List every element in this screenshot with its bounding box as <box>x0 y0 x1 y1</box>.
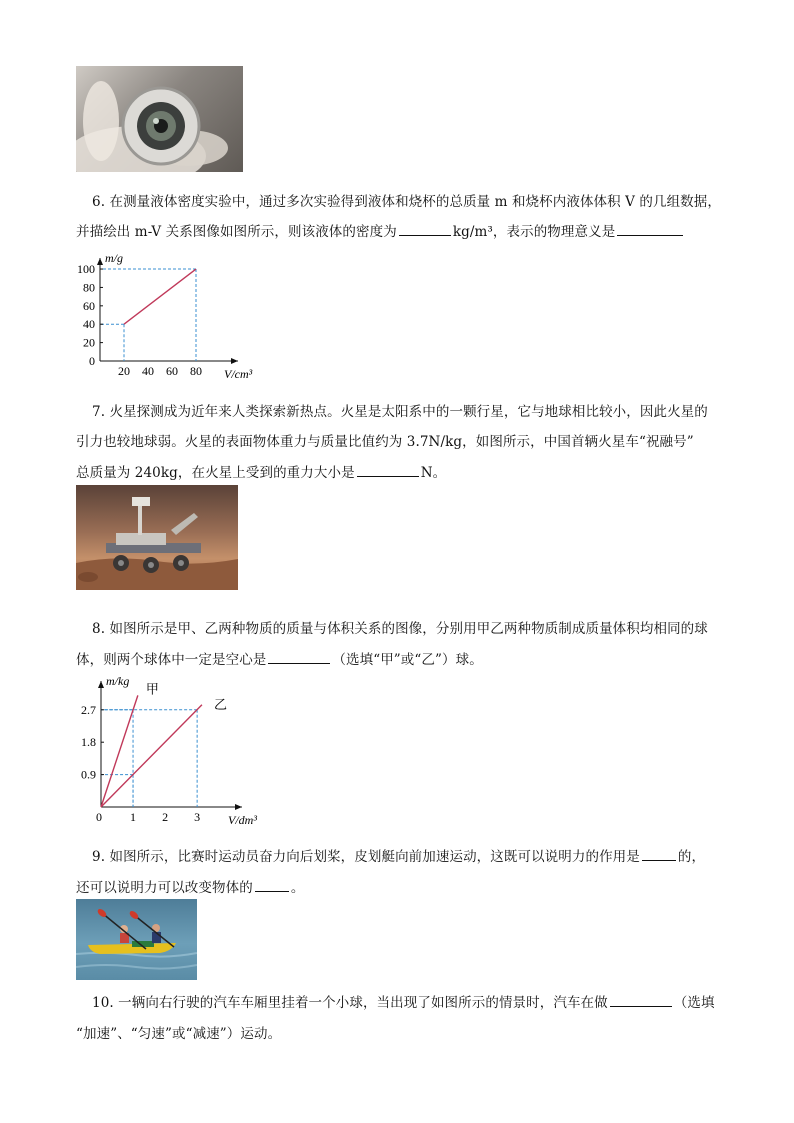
x-tick-label: 2 <box>162 810 169 824</box>
series-name-label: 乙 <box>213 696 227 712</box>
q7-line3-text-b: N。 <box>420 465 447 481</box>
series-line <box>101 695 138 807</box>
y-axis-label: m/kg <box>106 674 130 688</box>
q9-motion-blank[interactable] <box>255 890 289 892</box>
y-tick-label: 0.9 <box>81 767 96 782</box>
y-tick-label: 40 <box>83 317 95 332</box>
x-axis-label: V/cm³ <box>224 367 253 381</box>
y-tick-label: 60 <box>83 298 95 313</box>
origin-label: 0 <box>96 810 102 824</box>
robot-eye-photo <box>76 66 243 172</box>
q9-interaction-blank[interactable] <box>642 859 676 861</box>
q6-density-blank[interactable] <box>399 234 451 236</box>
q7-line2: 引力也较地球弱。火星的表面物体重力与质量比值约为 3.7N/kg，如图所示，中国首辆火星车“祝融号” <box>76 434 694 450</box>
x-tick-label: 40 <box>142 364 154 378</box>
q7-gravity-blank[interactable] <box>357 475 419 477</box>
y-tick-label: 20 <box>83 335 95 350</box>
q6-line2-text-b: kg/m³，表示的物理意义是 <box>452 224 616 240</box>
q9-line1-text-b: 的， <box>677 849 706 865</box>
q6-meaning-blank[interactable] <box>617 234 683 236</box>
q8-line2 <box>76 648 483 668</box>
q6-line2 <box>76 220 685 240</box>
mars-rover-photo <box>76 485 238 590</box>
q8-hollow-blank[interactable] <box>268 662 330 664</box>
q8-line2-text-b: （选填“甲”或“乙”）球。 <box>332 652 483 668</box>
q8-line1: 8. 如图所示是甲、乙两种物质的质量与体积关系的图像，分别用甲乙两种物质制成质量体积均相同的球 <box>92 621 708 637</box>
q6-line2-text-a: 并描绘出 m-V 关系图像如图所示，则该液体的密度为 <box>76 224 397 240</box>
series-line <box>101 705 202 807</box>
y-tick-label: 1.8 <box>81 735 96 750</box>
q9-line1-text-a: 9. 如图所示，比赛时运动员奋力向后划桨，皮划艇向前加速运动，这既可以说明力的作用是 <box>92 849 640 865</box>
x-tick-label: 60 <box>166 364 178 378</box>
x-tick-label: 20 <box>118 364 130 378</box>
x-tick-label: 80 <box>190 364 202 378</box>
q9-line1 <box>92 845 705 865</box>
q7-line3 <box>76 461 446 481</box>
y-axis-label: m/g <box>105 251 123 265</box>
x-tick-label: 3 <box>194 810 201 824</box>
kayak-photo <box>76 899 197 980</box>
q7-line1: 7. 火星探测成为近年来人类探索新热点。火星是太阳系中的一颗行星，它与地球相比较小，因此火星的 <box>92 404 708 420</box>
q9-line2-text-b: 。 <box>290 880 305 896</box>
q8-line2-text-a: 体，则两个球体中一定是空心是 <box>76 652 267 668</box>
y-tick-label: 100 <box>77 262 95 277</box>
series-line <box>124 269 196 324</box>
q10-line2: “加速”、“匀速”或“减速”）运动。 <box>76 1026 282 1042</box>
x-axis-arrow <box>235 804 242 810</box>
jia-yi-chart <box>76 673 276 838</box>
y-tick-label: 2.7 <box>81 702 96 717</box>
x-tick-label: 1 <box>130 810 137 824</box>
y-axis-arrow <box>98 681 104 688</box>
x-axis-arrow <box>231 358 238 364</box>
q7-line3-text-a: 总质量为 240kg，在火星上受到的重力大小是 <box>76 465 355 481</box>
q10-line1 <box>92 991 715 1011</box>
y-tick-label: 0 <box>89 354 95 368</box>
y-axis-arrow <box>97 258 103 265</box>
mv-chart <box>76 250 276 385</box>
series-name-label: 甲 <box>145 681 159 697</box>
q10-motion-blank[interactable] <box>610 1005 672 1007</box>
q9-line2-text-a: 还可以说明力可以改变物体的 <box>76 880 253 896</box>
y-tick-label: 80 <box>83 280 95 295</box>
q6-line1: 6. 在测量液体密度实验中，通过多次实验得到液体和烧杯的总质量 m 和烧杯内液体体积 V 的几组数据， <box>92 194 721 210</box>
q10-line1-text-a: 10. 一辆向右行驶的汽车车厢里挂着一个小球，当出现了如图所示的情景时，汽车在做 <box>92 995 608 1011</box>
q9-line2 <box>76 876 304 896</box>
q10-line1-text-b: （选填 <box>673 995 715 1011</box>
x-axis-label: V/dm³ <box>228 813 257 827</box>
